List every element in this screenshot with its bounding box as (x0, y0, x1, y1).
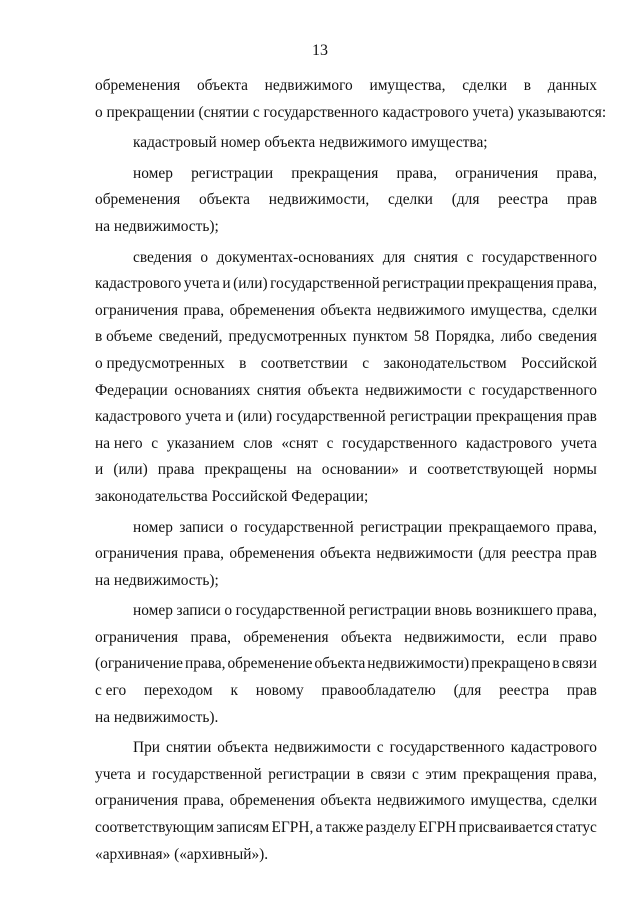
word: обременения (243, 628, 329, 646)
word: Российской (521, 354, 597, 372)
word: государственного (389, 739, 505, 757)
word: записи (179, 518, 224, 536)
word: права, (556, 518, 597, 536)
text-line (95, 324, 597, 351)
paragraph-p2 (95, 130, 597, 157)
word: номер (133, 602, 173, 620)
word: а (315, 819, 323, 837)
paragraph-p7 (95, 735, 597, 868)
text-line (95, 762, 597, 789)
word: объекта (340, 628, 392, 646)
word: недвижимости, (268, 191, 370, 209)
word: ЕГРН (418, 819, 457, 837)
word: объекта (307, 381, 359, 399)
word: о прекращении (снятии с государственного кадастрового учета) указываются: (95, 103, 607, 121)
text-line (95, 625, 597, 652)
word: сведения (538, 328, 597, 346)
word: на недвижимость); (95, 571, 219, 589)
word: предусмотренных (228, 328, 347, 346)
word: с (151, 434, 159, 452)
word: объекта (320, 792, 372, 810)
document-text-body (95, 73, 607, 868)
word: ограничения (95, 628, 179, 646)
word: кадастрового (510, 739, 597, 757)
word: основаниях (174, 381, 251, 399)
word: реестра (499, 682, 550, 700)
word: права, (183, 545, 225, 563)
word: документах-основаниях (216, 248, 375, 266)
word: пунктом (352, 328, 408, 346)
word: права, (556, 275, 597, 293)
text-line (95, 214, 597, 241)
word: в (552, 655, 560, 673)
word: ЕГРН, (271, 819, 314, 837)
word: (для (478, 545, 507, 563)
paragraph-p6 (95, 598, 597, 731)
word: (или) (237, 408, 273, 426)
word: снятия (413, 248, 458, 266)
word: либо (500, 328, 533, 346)
text-line (95, 404, 597, 431)
word: недвижимости (365, 381, 462, 399)
paragraph-p4 (95, 245, 597, 511)
text-line (95, 130, 597, 157)
word: права (157, 461, 195, 479)
text-line (95, 100, 607, 127)
word: в объеме (95, 328, 153, 346)
word: возникшего (475, 602, 553, 620)
word: присваивается (458, 819, 554, 837)
word: объекта (196, 77, 248, 94)
text-line (95, 678, 597, 705)
word: государственной (270, 275, 380, 293)
word: реестра (498, 191, 549, 209)
word: о (224, 602, 233, 620)
word: недвижимости) (367, 655, 470, 673)
text-line (95, 378, 597, 405)
word: вновь (434, 602, 473, 620)
text-line (95, 271, 597, 298)
text-line (95, 457, 597, 484)
word: на недвижимость); (95, 217, 219, 235)
word: записи (176, 602, 221, 620)
word: с (412, 765, 419, 783)
word: прав (566, 545, 597, 563)
word: сделки (552, 792, 597, 810)
word: о (200, 248, 209, 266)
word: связи (370, 765, 406, 783)
text-line (95, 351, 597, 378)
paragraph-p5 (95, 515, 597, 595)
word: объекта (320, 545, 371, 563)
word: регистрации (348, 602, 431, 620)
word: и (137, 765, 146, 783)
word: ограничения (95, 301, 179, 319)
word: обременения (229, 301, 315, 319)
word: Федерации (95, 381, 168, 399)
word: прекращения (463, 765, 551, 783)
word: соответствующим (95, 819, 214, 837)
word: обременения (229, 545, 315, 563)
word: объекта (314, 655, 366, 673)
text-line (95, 568, 597, 595)
word: регистрации (268, 765, 351, 783)
word: если (517, 628, 547, 646)
word: права, (183, 301, 225, 319)
word: о предусмотренных (95, 354, 225, 372)
word: обременение (227, 655, 313, 673)
word: прекращения (466, 275, 554, 293)
word: государственной (276, 408, 386, 426)
word: в (356, 765, 364, 783)
text-line (95, 541, 597, 568)
word: кадастрового (95, 275, 182, 293)
word: переходом (143, 682, 213, 700)
text-line (95, 515, 597, 542)
word: (или) (233, 275, 268, 293)
word: объекта (199, 191, 250, 209)
word: реестра (511, 545, 562, 563)
word: с (362, 354, 370, 372)
word: кадастровый номер объекта недвижимого имущества; (133, 134, 488, 152)
word: к (230, 682, 238, 700)
word: государственной (244, 518, 354, 536)
word: «снят (281, 434, 318, 452)
word: обременения (229, 792, 315, 810)
word: с (468, 381, 476, 399)
word: государственной (235, 602, 346, 620)
word: сделки (552, 301, 597, 319)
word: права, (556, 164, 597, 182)
word: учета (95, 765, 132, 783)
text-line (95, 815, 597, 842)
text-line (95, 298, 597, 325)
word: нормы (553, 461, 597, 479)
word: на него (95, 434, 143, 452)
word: ограничения (455, 164, 539, 182)
word: государственного (481, 248, 597, 266)
word: сведения (133, 248, 192, 266)
paragraph-p1 (95, 73, 607, 126)
word: статус (555, 819, 597, 837)
word: прав (566, 682, 597, 700)
word: «архивная» («архивный»). (95, 845, 269, 863)
word: регистрации (191, 164, 274, 182)
word: имущества, (470, 301, 547, 319)
word: объекта (320, 301, 372, 319)
word: соответствующей (427, 461, 544, 479)
text-line (95, 431, 597, 458)
text-line (95, 161, 597, 188)
word: новому (255, 682, 304, 700)
word: Порядка, (435, 328, 495, 346)
word: государственного (342, 434, 458, 452)
word: основании» (321, 461, 399, 479)
word: снятии (165, 739, 212, 757)
word: учета (183, 275, 220, 293)
word: номер (133, 164, 173, 182)
text-line (95, 788, 597, 815)
word: недвижимости (376, 545, 474, 563)
word: на недвижимость). (95, 708, 219, 726)
word: сведений, (158, 328, 223, 346)
paragraph-p3 (95, 161, 597, 241)
text-line (95, 651, 597, 678)
word: имущества, (369, 77, 446, 94)
word: в (523, 77, 532, 94)
word: права, (556, 602, 597, 620)
word: учета (185, 408, 222, 426)
page-number: 13 (312, 42, 328, 59)
word: учета (560, 434, 597, 452)
word: прекращены (204, 461, 287, 479)
word: законодательства Российской Федерации; (95, 487, 369, 505)
word: соответствии (260, 354, 348, 372)
word: правообладателю (321, 682, 436, 700)
word: о (229, 518, 238, 536)
word: связи (561, 655, 597, 673)
word: прекращено (471, 655, 551, 673)
word: с (466, 248, 474, 266)
word: (для (451, 191, 480, 209)
word: права, (183, 792, 225, 810)
word: прав (566, 408, 597, 426)
text-line (95, 842, 597, 869)
word: права, (556, 765, 597, 783)
word: записям (216, 819, 270, 837)
word: недвижимого (376, 792, 465, 810)
word: регистрации (389, 408, 472, 426)
word: государственного (481, 381, 597, 399)
word: разделу (365, 819, 416, 837)
text-line (95, 245, 597, 272)
word: и (408, 461, 418, 479)
word: и (95, 461, 104, 479)
word: ограничения (95, 545, 179, 563)
word: (или) (113, 461, 148, 479)
word: номер (133, 518, 173, 536)
text-line (95, 705, 597, 732)
word: снятия (256, 381, 302, 399)
word: обременения (95, 191, 181, 209)
word: слов (243, 434, 273, 452)
word: и (225, 408, 234, 426)
word: 58 (413, 328, 430, 346)
word: прекращения (475, 408, 563, 426)
word: также (324, 819, 364, 837)
word: регистрации (382, 275, 465, 293)
word: права, (184, 655, 226, 673)
text-line (95, 598, 597, 625)
word: этим (425, 765, 457, 783)
word: имущества, (470, 792, 547, 810)
word: сделки (388, 191, 433, 209)
word: сделки (462, 77, 508, 94)
word: прекращения (291, 164, 379, 182)
word: ограничения (95, 792, 179, 810)
word: права, (190, 628, 231, 646)
word: кадастрового (465, 434, 553, 452)
word: с его (95, 682, 127, 700)
word: с (376, 739, 384, 757)
word: права, (396, 164, 437, 182)
text-line (95, 484, 597, 511)
text-line (95, 735, 597, 762)
word: недвижимого (376, 301, 465, 319)
word: и (222, 275, 231, 293)
word: указанием (166, 434, 235, 452)
word: недвижимости (274, 739, 371, 757)
word: При (133, 739, 161, 757)
word: с (326, 434, 334, 452)
text-line (95, 73, 597, 100)
word: кадастрового (95, 408, 182, 426)
word: недвижимости, (404, 628, 505, 646)
word: для (382, 248, 406, 266)
word: прекращаемого (448, 518, 550, 536)
word: обременения (95, 77, 181, 94)
word: право (559, 628, 597, 646)
word: прав (566, 191, 597, 209)
word: законодательством (383, 354, 507, 372)
word: регистрации (360, 518, 443, 536)
text-line (95, 187, 597, 214)
word: государственной (152, 765, 262, 783)
word: (для (453, 682, 482, 700)
word: недвижимого (264, 77, 353, 94)
word: данных (547, 77, 597, 94)
word: (ограничение (95, 655, 184, 673)
word: на (296, 461, 312, 479)
word: в (239, 354, 247, 372)
word: объекта (217, 739, 269, 757)
